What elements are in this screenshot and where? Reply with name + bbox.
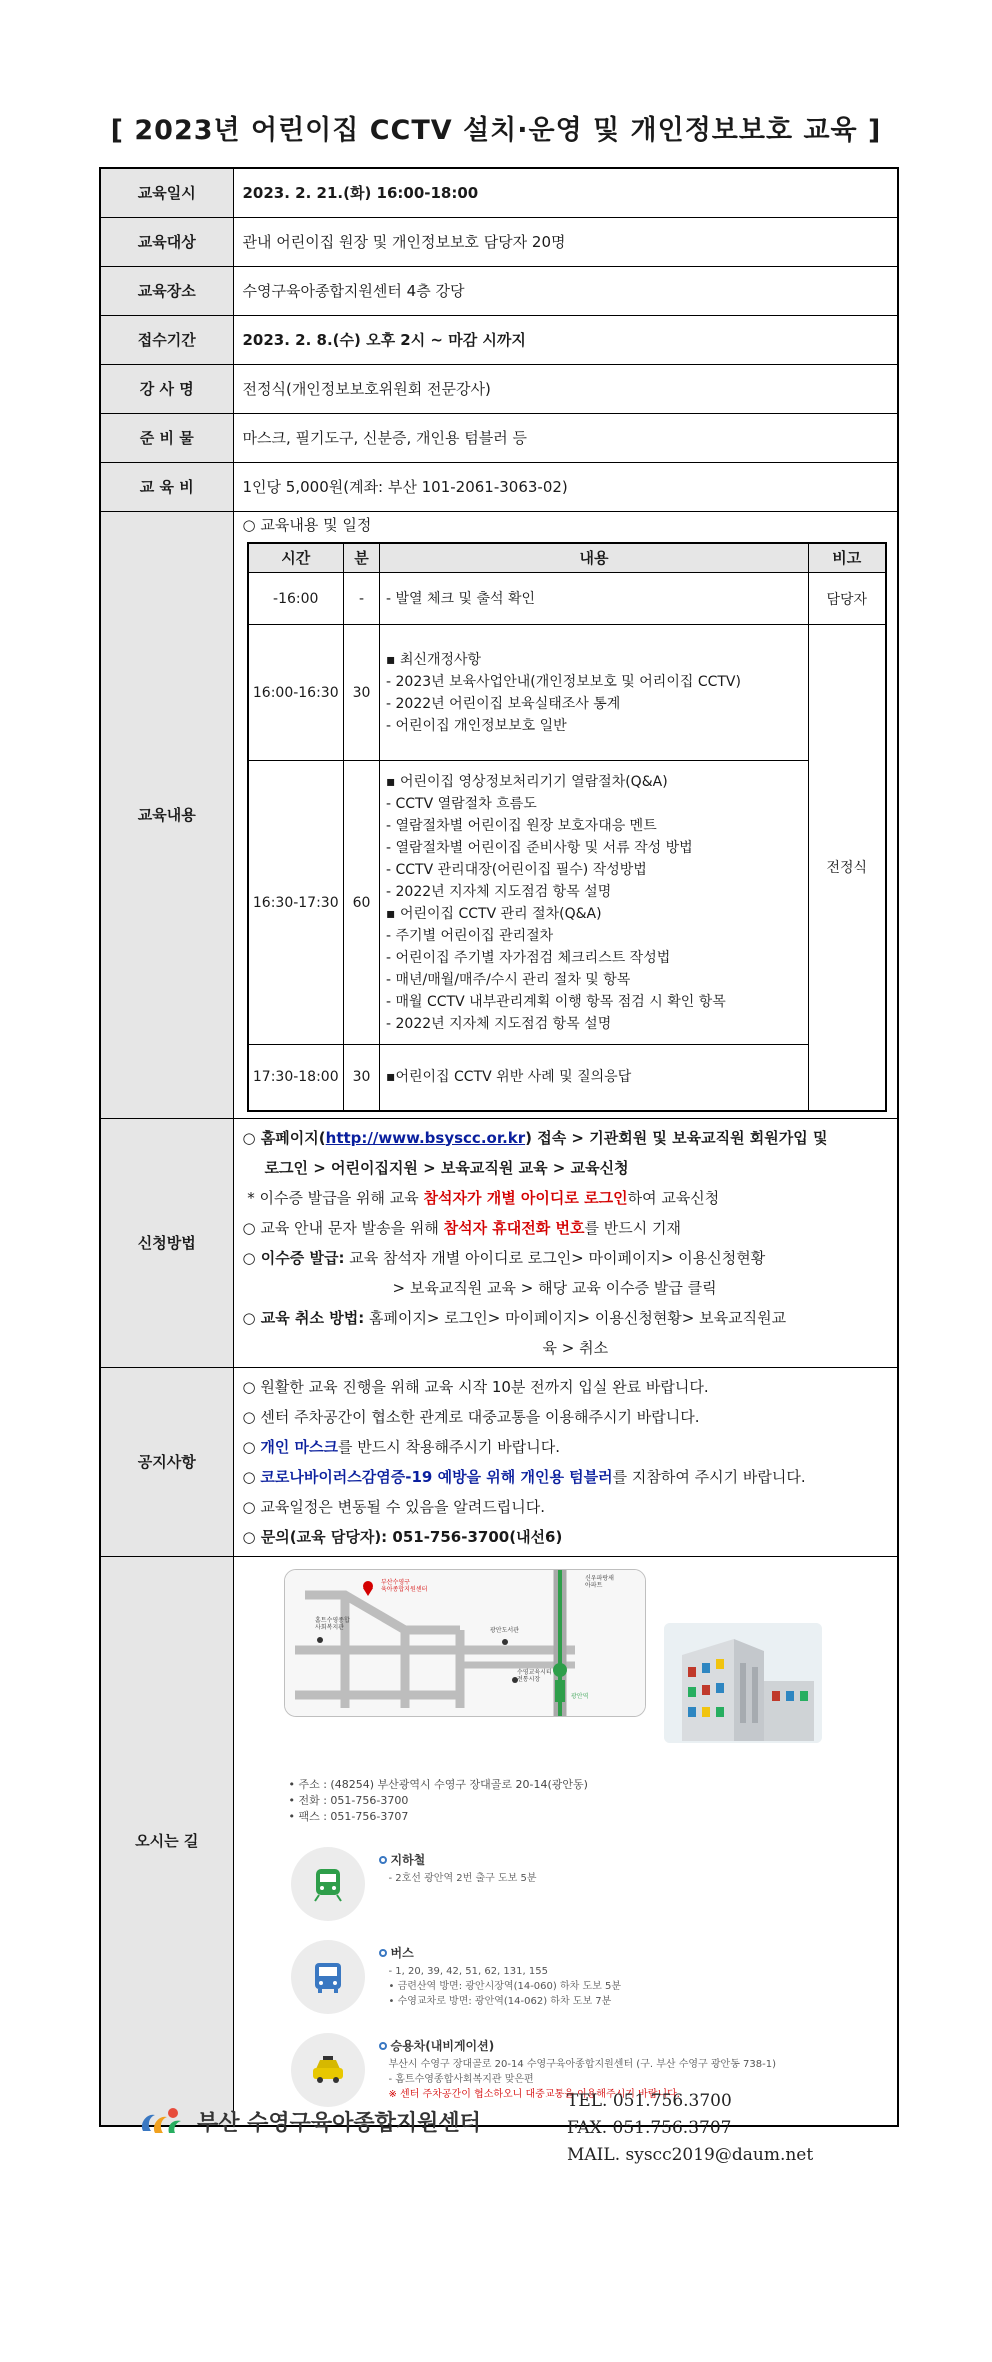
org-logo: [137, 2103, 481, 2139]
location-map: [284, 1569, 646, 1717]
notice-content: [233, 1367, 898, 1556]
homepage-link[interactable]: http://www.bsyscc.or.kr: [325, 1128, 526, 1147]
session-line: - 열람절차별 어린이집 원장 보호자대응 멘트: [386, 817, 657, 834]
place-label: 교육장소: [100, 266, 233, 315]
footer-contact: [567, 2088, 813, 2169]
table-row: [248, 761, 886, 1045]
session-min: -: [344, 573, 380, 625]
session-line: - 2022년 지자체 지도점검 항목 설명: [386, 883, 612, 900]
session-time: 17:30-18:00: [248, 1045, 344, 1111]
org-logo-icon: [137, 2103, 189, 2139]
supplies-label: 준 비 물: [100, 413, 233, 462]
apply-line-5b: 육 > 취소: [542, 1338, 609, 1357]
apply-line-5: ○ 교육 취소 방법: 홈페이지> 로그인> 마이페이지> 이용신청현황> 보육교직원교: [242, 1308, 787, 1327]
org-name: 부산 수영구육아종합지원센터: [197, 2110, 481, 2136]
map-label-subway: 광안역: [570, 1692, 588, 1700]
notice-line: ○ 개인 마스크를 반드시 착용해주시기 바랍니다.: [242, 1437, 560, 1456]
target-label: 교육대상: [100, 217, 233, 266]
footer-mail: MAIL. syscc2019@daum.net: [567, 2145, 814, 2165]
page-title: [ 2023년 어린이집 CCTV 설치·운영 및 개인정보보호 교육 ]: [110, 115, 882, 146]
directions-content: [234, 1557, 898, 2125]
session-line: ▪ 최신개정사항: [386, 651, 482, 668]
apply-line-3: ○ 교육 안내 문자 발송을 위해 참석자 휴대전화 번호를 반드시 기재: [242, 1218, 681, 1237]
schedule-caption: ○ 교육내용 및 일정: [242, 515, 372, 534]
notice-line: ○ 문의(교육 담당자): 051-756-3700(내선6): [242, 1527, 563, 1546]
date-label: 교육일시: [100, 168, 233, 217]
session-line: - 매월 CCTV 내부관리계획 이행 항목 점검 시 확인 항목: [386, 993, 726, 1010]
fee-value: 1인당 5,000원(계좌: 부산 101-2061-3063-02): [233, 462, 898, 511]
apply-line-1b: 로그인 > 어린이집지원 > 보육교직원 교육 > 교육신청: [264, 1158, 629, 1177]
car-title: 승용차(내비게이션): [379, 2037, 495, 2054]
session-min: 30: [344, 625, 380, 761]
date-value: 2023. 2. 21.(화) 16:00-18:00: [233, 168, 898, 217]
table-row: [248, 625, 886, 761]
apply-content: [233, 1118, 898, 1367]
session-line: - 2023년 보육사업안내(개인정보보호 및 어리이집 CCTV): [386, 673, 741, 690]
lecturer-label: 강 사 명: [100, 364, 233, 413]
session-note: 전정식: [809, 625, 886, 1111]
session-line: - CCTV 열람절차 흐름도: [386, 795, 537, 812]
session-line: - 어린이집 주기별 자가점검 체크리스트 작성법: [386, 949, 671, 966]
fax-text: • 팩스 : 051-756-3707: [288, 1809, 409, 1823]
footer-tel: TEL. 051.756.3700: [567, 2091, 732, 2111]
session-line: - 열람절차별 어린이집 준비사항 및 서류 작성 방법: [386, 839, 693, 856]
lecturer-value: 전정식(개인정보보호위원회 전문강사): [233, 364, 898, 413]
contact-info: [289, 1777, 588, 1825]
map-label-apartment: 신우파랑새 아파트: [584, 1574, 614, 1589]
session-line: ▪ 어린이집 영상정보처리기기 열람절차(Q&A): [386, 773, 668, 790]
info-table: [99, 167, 899, 2127]
subway-block: [291, 1847, 851, 1927]
notice-line: ○ 원활한 교육 진행을 위해 교육 시작 10분 전까지 입실 완료 바랍니다.: [242, 1377, 709, 1396]
session-content: [380, 761, 809, 1045]
session-note: 담당자: [809, 573, 886, 625]
content-label: 교육내용: [100, 511, 233, 1118]
map-roads: [285, 1570, 646, 1717]
session-time: 16:30-17:30: [248, 761, 344, 1045]
schedule-header-content: 내용: [380, 543, 809, 573]
map-label-market: 수영교육시티 전통시장: [516, 1668, 552, 1683]
bus-icon: [291, 1940, 365, 2014]
table-row: [248, 1045, 886, 1111]
building-illustration: [664, 1623, 822, 1743]
address-text: • 주소 : (48254) 부산광역시 수영구 장대골로 20-14(광안동): [288, 1777, 588, 1791]
session-line: - 2022년 어린이집 보육실태조사 통계: [386, 695, 621, 712]
session-line: - 매년/매월/매주/수시 관리 절차 및 항목: [386, 971, 631, 988]
apply-line-4: ○ 이수증 발급: 교육 참석자 개별 아이디로 로그인> 마이페이지> 이용신청현황: [242, 1248, 766, 1267]
notice-line: ○ 교육일정은 변동될 수 있음을 알려드립니다.: [242, 1497, 546, 1516]
session-min: 60: [344, 761, 380, 1045]
subway-desc: - 2호선 광안역 2번 출구 도보 5분: [388, 1872, 537, 1884]
schedule-table: [247, 542, 887, 1112]
session-time: -16:00: [248, 573, 344, 625]
session-line: - 어린이집 개인정보보호 일반: [386, 717, 567, 734]
session-line: ▪ 어린이집 CCTV 관리 절차(Q&A): [386, 905, 602, 922]
session-line: ▪어린이집 CCTV 위반 사례 및 질의응답: [386, 1069, 632, 1086]
schedule-header-time: 시간: [248, 543, 344, 573]
period-value: 2023. 2. 8.(수) 오후 2시 ~ 마감 시까지: [233, 315, 898, 364]
map-label-center: 부산수영구 육아종합지원센터: [380, 1578, 427, 1593]
period-label: 접수기간: [100, 315, 233, 364]
bus-title: 버스: [379, 1944, 414, 1961]
schedule-header-note: 비고: [809, 543, 886, 573]
schedule-header-min: 분: [344, 543, 380, 573]
session-content: [380, 573, 809, 625]
bus-block: [291, 1940, 851, 2020]
apply-label: 신청방법: [100, 1118, 233, 1367]
session-line: - 발열 체크 및 출석 확인: [386, 590, 536, 607]
directions-label: 오시는 길: [100, 1556, 233, 2126]
footer-fax: FAX. 051.756.3707: [567, 2118, 732, 2138]
subway-icon: [291, 1847, 365, 1921]
session-content: [380, 625, 809, 761]
session-line: - 주기별 어린이집 관리절차: [386, 927, 554, 944]
session-time: 16:00-16:30: [248, 625, 344, 761]
session-min: 30: [344, 1045, 380, 1111]
session-line: - CCTV 관리대장(어린이집 필수) 작성방법: [386, 861, 647, 878]
notice-line: ○ 센터 주차공간이 협소한 관계로 대중교통을 이용해주시기 바랍니다.: [242, 1407, 700, 1426]
session-line: - 2022년 지자체 지도점검 항목 설명: [386, 1015, 612, 1032]
map-label-library: 광안도서관: [489, 1626, 519, 1634]
target-value: 관내 어린이집 원장 및 개인정보보호 담당자 20명: [233, 217, 898, 266]
apply-line-2: * 이수증 발급을 위해 교육 참석자가 개별 아이디로 로그인하여 교육신청: [247, 1188, 720, 1207]
subway-title: 지하철: [379, 1851, 426, 1868]
car-desc: 부산시 수영구 장대골로 20-14 수영구육아종합지원센터 (구. 부산 수영구 광안동 738-1) - 홈트수영종합사회복지관 맞은편 ※ 센터 주차공간이 협소하오니 대중교통을 이용해주시기 바랍니다.: [388, 2058, 777, 2100]
session-content: [380, 1045, 809, 1111]
place-value: 수영구육아종합지원센터 4층 강당: [233, 266, 898, 315]
bus-desc: - 1, 20, 39, 42, 51, 62, 131, 155 • 금련산역 방면: 광안시장역(14-060) 하차 도보 5분 • 수영교차로 방면: 광안역(14-062) 하차 도보 7분: [388, 1965, 621, 2007]
apply-line-1: ○ 홈페이지(http://www.bsyscc.or.kr) 접속 > 기관회원 및 보육교직원 회원가입 및: [242, 1128, 828, 1147]
table-row: [248, 573, 886, 625]
center-building-photo: [664, 1623, 822, 1743]
fee-label: 교 육 비: [100, 462, 233, 511]
car-icon: [291, 2033, 365, 2107]
apply-line-4b: > 보육교직원 교육 > 해당 교육 이수증 발급 클릭: [392, 1278, 717, 1297]
notice-line: ○ 코로나바이러스감염증-19 예방을 위해 개인용 텀블러를 지참하여 주시기 바랍니다.: [242, 1467, 806, 1486]
notice-label: 공지사항: [100, 1367, 233, 1556]
supplies-value: 마스크, 필기도구, 신분증, 개인용 텀블러 등: [233, 413, 898, 462]
map-label-welfare: 홈트수영종합 사회복지관: [314, 1616, 350, 1631]
phone-text: • 전화 : 051-756-3700: [288, 1793, 409, 1807]
